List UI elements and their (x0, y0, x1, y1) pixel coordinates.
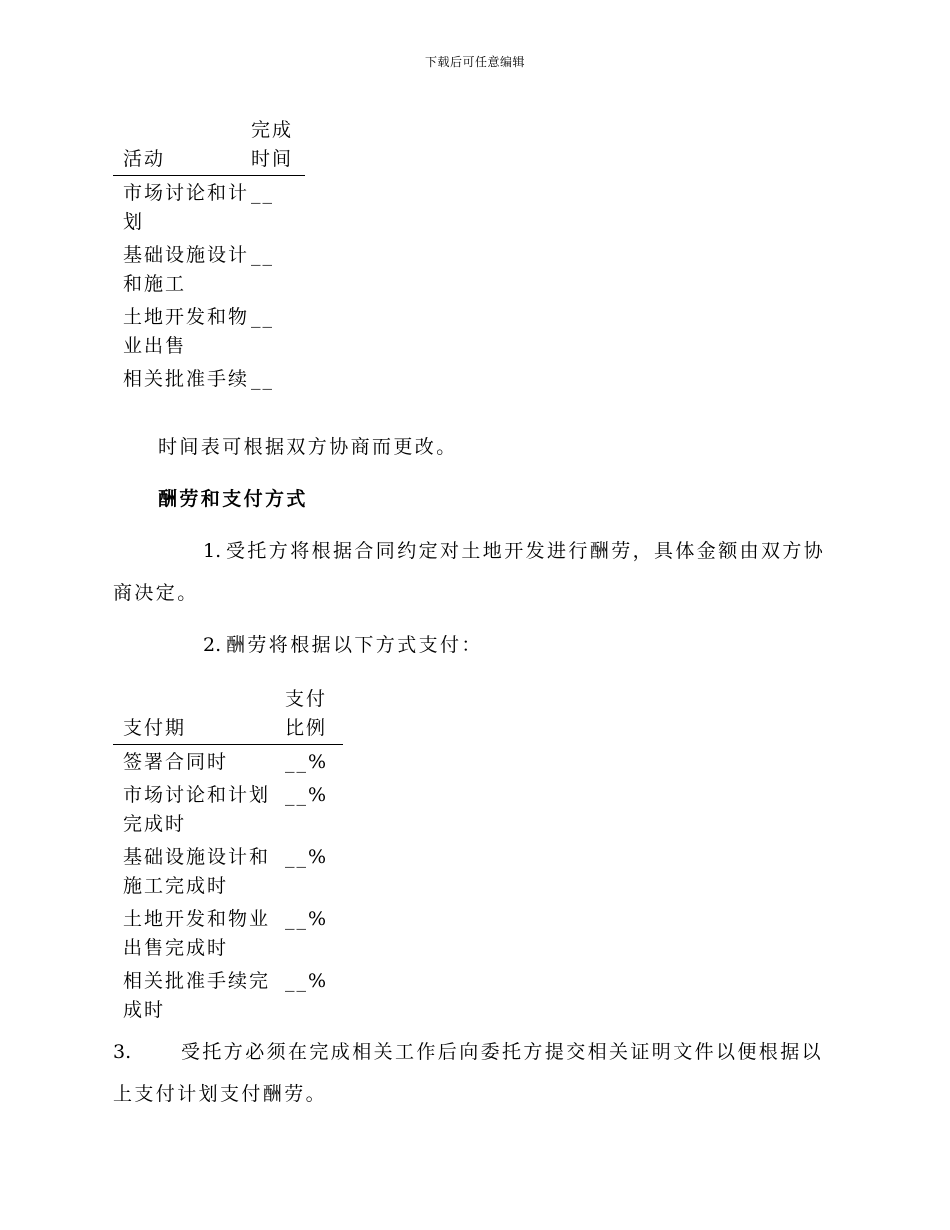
activity-cell: 基础设施设计和施工 (123, 244, 250, 295)
item-text: 酬劳将根据以下方式支付： (226, 634, 483, 656)
ratio-cell: __% (285, 784, 329, 806)
table-row (113, 843, 343, 905)
period-cell: 市场讨论和计划完成时 (123, 784, 271, 835)
payment-table (113, 685, 343, 1029)
ratio-cell: __% (285, 846, 329, 868)
list-item (113, 530, 837, 614)
table-row (113, 967, 343, 1029)
activity-cell: 市场讨论和计划 (123, 182, 250, 233)
time-cell: __ (251, 368, 274, 390)
table-row (113, 365, 305, 398)
table-row (113, 176, 305, 242)
table-row (113, 241, 305, 303)
page-header: 下载后可任意编辑 (424, 55, 525, 69)
activity-cell: 土地开发和物业出售 (123, 306, 250, 357)
ratio-cell: __% (285, 751, 329, 773)
list-item (113, 624, 837, 666)
column-header-completion-time: 完成时间 (251, 116, 305, 176)
period-cell: 土地开发和物业出售完成时 (123, 908, 271, 959)
time-cell: __ (251, 244, 274, 266)
item-text: 受托方将根据合同约定对土地开发进行酬劳，具体金额由双方协商决定。 (113, 540, 826, 604)
activity-cell: 相关批准手续 (123, 368, 250, 390)
table-header-row (113, 116, 305, 176)
ratio-cell: __% (285, 970, 329, 992)
schedule-note: 时间表可根据双方协商而更改。 (158, 436, 458, 458)
column-header-activity: 活动 (113, 116, 251, 176)
section-title: 酬劳和支付方式 (158, 488, 308, 510)
period-cell: 签署合同时 (123, 751, 229, 773)
table-row (113, 303, 305, 365)
ratio-cell: __% (285, 908, 329, 930)
item-number: 2. (203, 634, 222, 656)
period-cell: 相关批准手续完成时 (123, 970, 271, 1021)
item-number: 1. (203, 540, 222, 562)
item-text: 受托方必须在完成相关工作后向委托方提交相关证明文件以便根据以上支付计划支付酬劳。 (113, 1041, 824, 1105)
list-item (113, 1031, 837, 1115)
item-number: 3. (113, 1041, 132, 1063)
column-header-payment-ratio: 支付比例 (285, 685, 343, 745)
time-cell: __ (251, 182, 274, 204)
table-header-row (113, 685, 343, 745)
column-header-payment-period: 支付期 (113, 685, 285, 745)
table-row (113, 745, 343, 782)
table-row (113, 905, 343, 967)
table-row (113, 781, 343, 843)
schedule-table (113, 116, 305, 398)
time-cell: __ (251, 306, 274, 328)
period-cell: 基础设施设计和施工完成时 (123, 846, 271, 897)
